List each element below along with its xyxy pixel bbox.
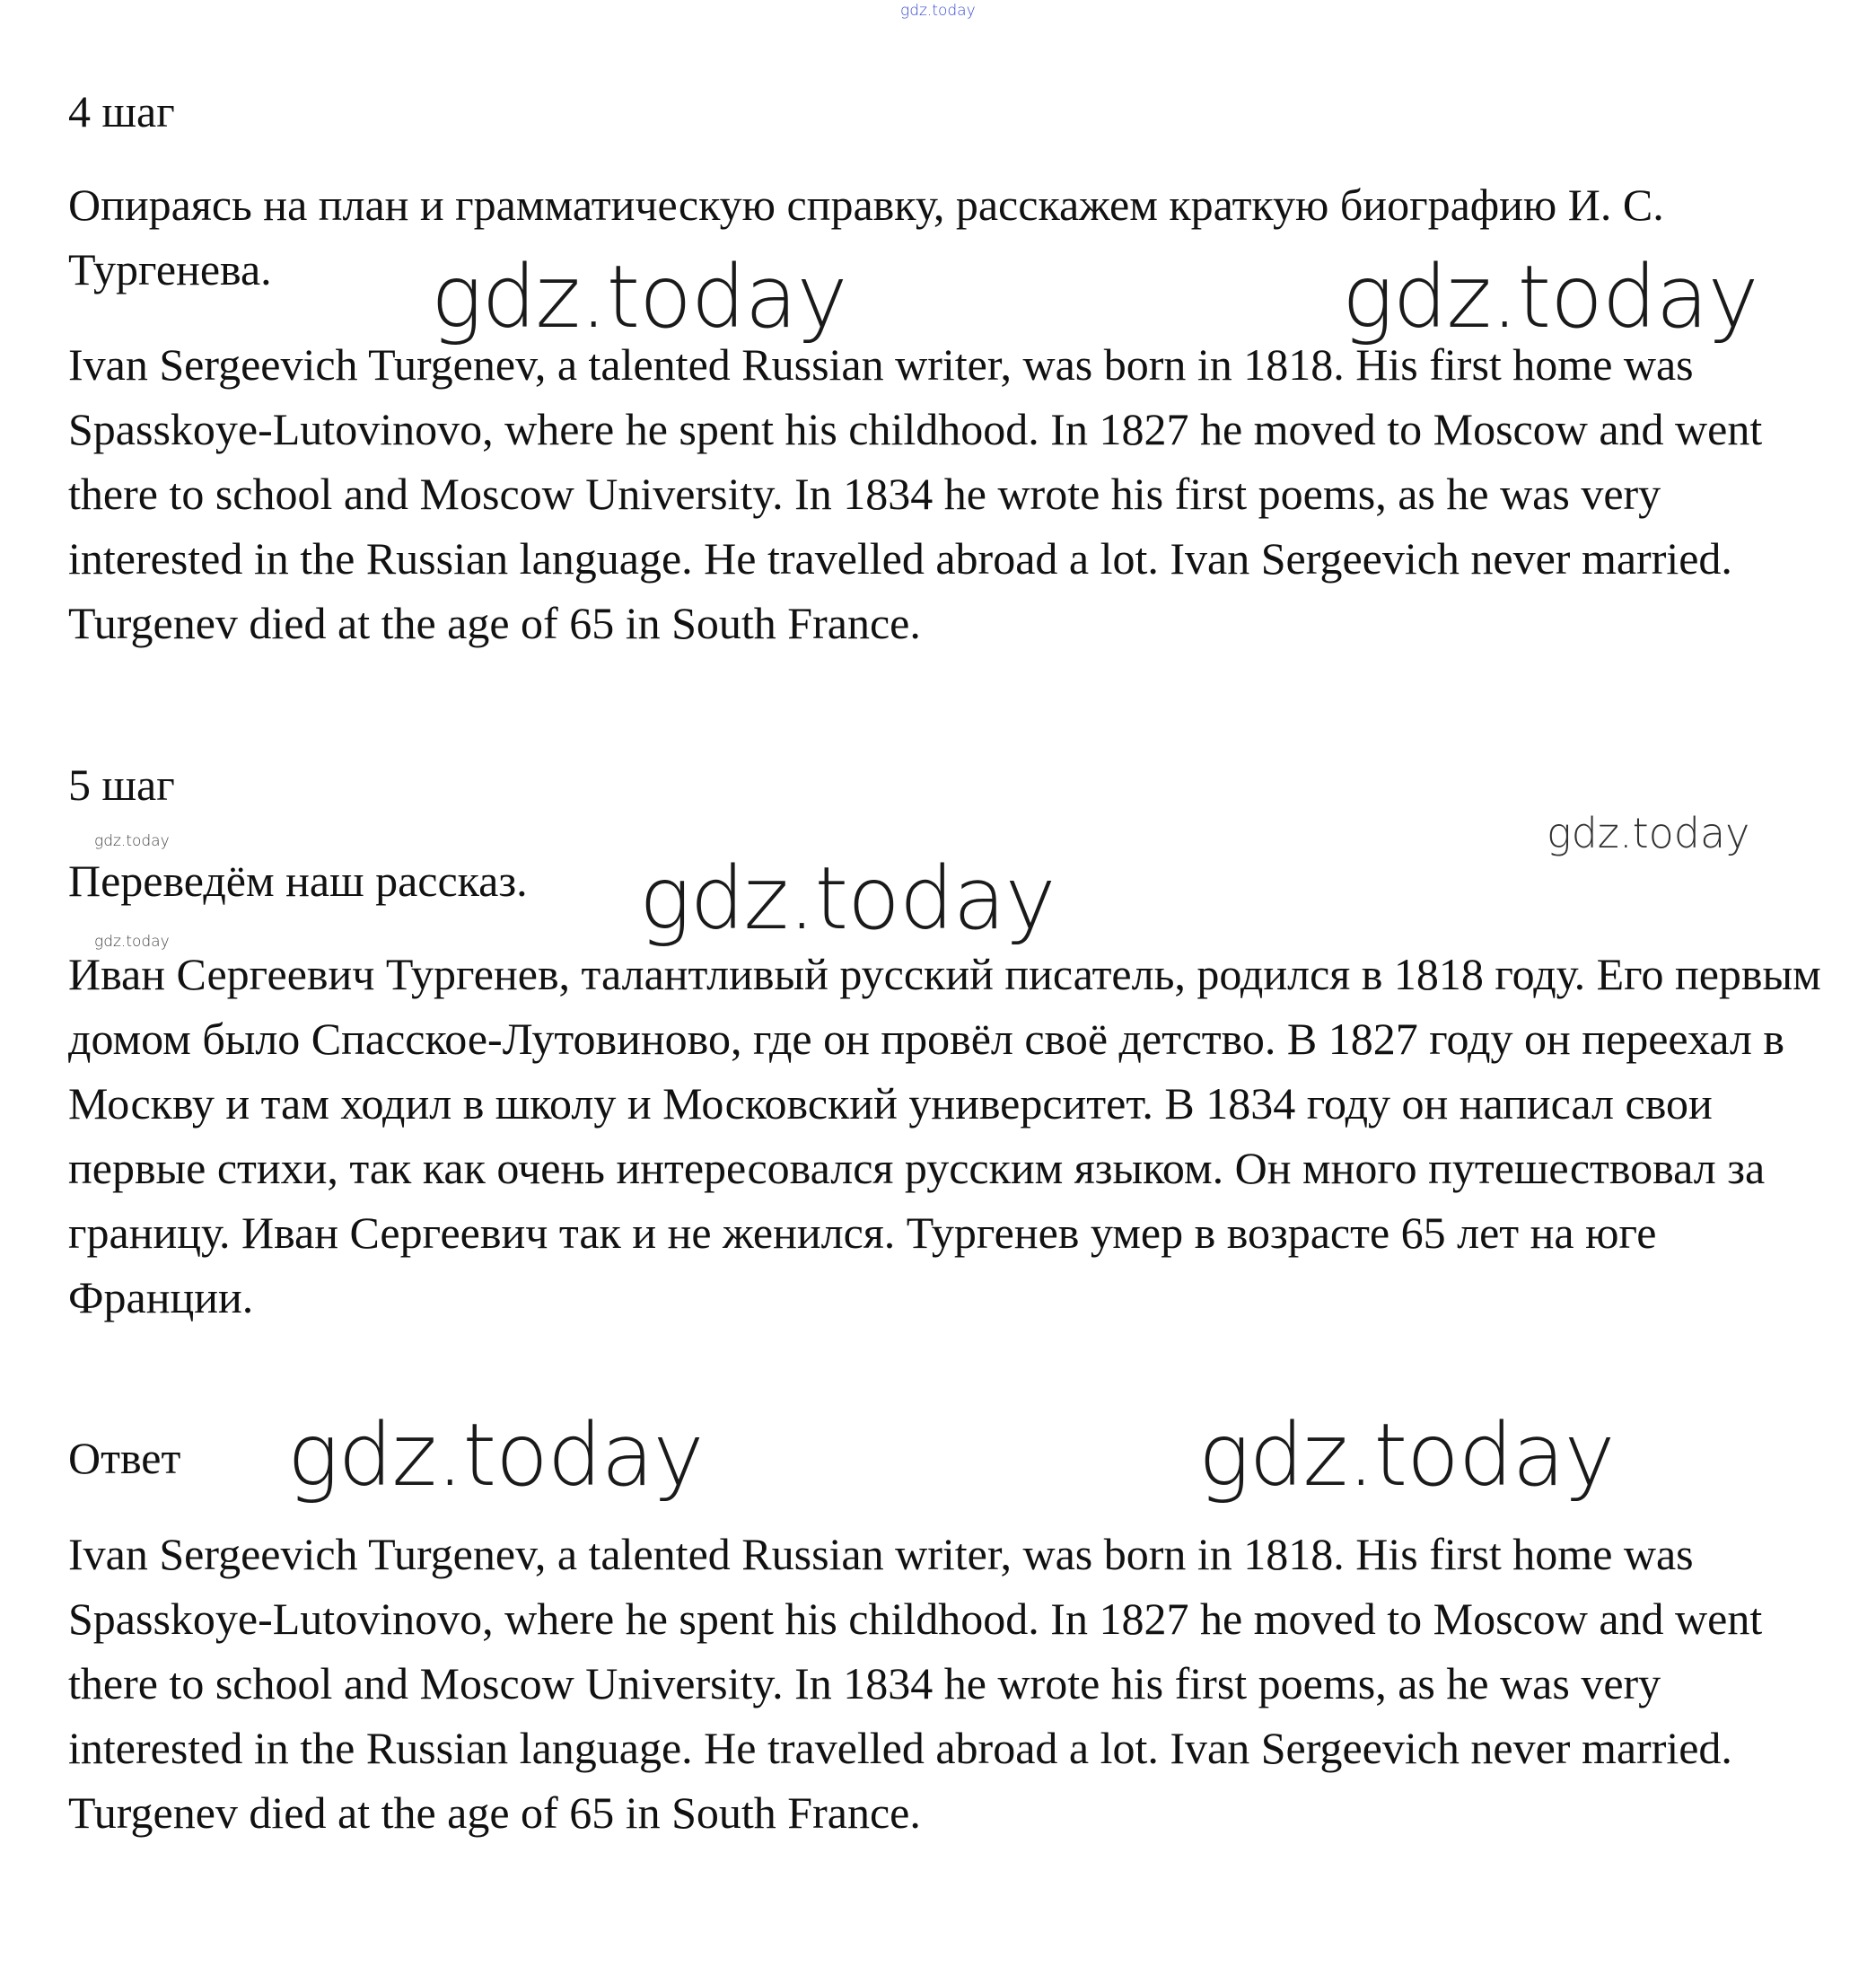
step5-russian-text: Иван Сергеевич Тургенев, талантливый русский писатель, родился в 1818 году. Его первым домом было Спасское-Лутовиново, где он провёл своё детство. В 1827 году он переехал в Москву и там ходил в школу и Московский университет. В 1834 году он написал свои первые стихи, так как очень интересовался русским языком. Он много путешествовал за границу. Иван Сергеевич так и не женился. Тургенев умер в возрасте 65 лет на юге Франции.: [68, 949, 1821, 1322]
step5-instruction: Переведём наш рассказ.: [68, 856, 528, 906]
step4-instruction: Опираясь на план и грамматическую справку, расскажем краткую биографию И. С. Тургенева.: [68, 180, 1664, 294]
watermark-top: gdz.today: [900, 2, 976, 20]
watermark: gdz.today: [1342, 247, 1758, 347]
watermark: gdz.today: [94, 933, 170, 951]
watermark: gdz.today: [1198, 1405, 1615, 1506]
watermark: gdz.today: [287, 1405, 704, 1506]
step4-english-text: Ivan Sergeevich Turgenev, a talented Russian writer, was born in 1818. His first home was Spasskoye-Lutovinovo, where he spent his childhood. In 1827 he moved to Moscow and went there to school and Moscow University. In 1834 he wrote his first poems, as he was very interested in the Russian language. He travelled abroad a lot. Ivan Sergeevich never married. Turgenev died at the age of 65 in South France.: [68, 339, 1763, 648]
watermark: gdz.today: [94, 832, 170, 850]
watermark: gdz.today: [431, 247, 847, 347]
watermark: gdz.today: [1547, 809, 1750, 857]
answer-heading: Ответ: [68, 1433, 181, 1483]
step4-heading: 4 шаг: [68, 86, 175, 136]
step5-heading: 5 шаг: [68, 760, 175, 810]
watermark: gdz.today: [639, 848, 1056, 949]
answer-text: Ivan Sergeevich Turgenev, a talented Russian writer, was born in 1818. His first home was Spasskoye-Lutovinovo, where he spent his childhood. In 1827 he moved to Moscow and went there to school and Moscow University. In 1834 he wrote his first poems, as he was very interested in the Russian language. He travelled abroad a lot. Ivan Sergeevich never married. Turgenev died at the age of 65 in South France.: [68, 1529, 1763, 1838]
